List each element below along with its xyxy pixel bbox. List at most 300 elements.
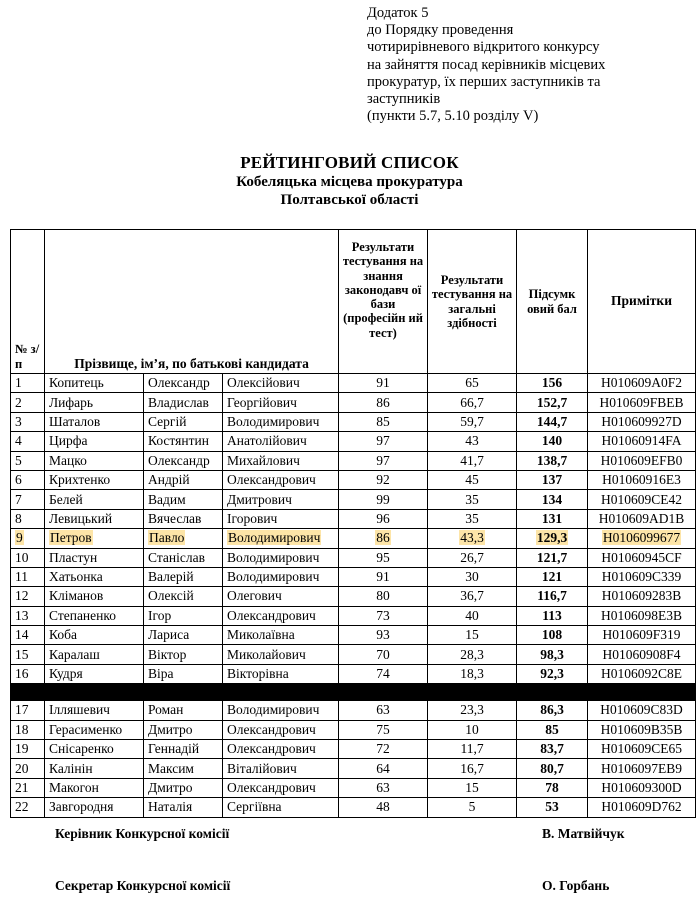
cell-total xyxy=(517,664,588,683)
cell-name xyxy=(144,740,223,759)
cell-total-text: 134 xyxy=(541,491,563,507)
table-row xyxy=(11,798,696,817)
cell-num xyxy=(11,645,45,664)
appendix-line: до Порядку проведення xyxy=(367,22,514,39)
cell-test-law-text: 99 xyxy=(376,491,390,507)
cell-patronymic xyxy=(223,548,339,567)
cell-num-text: 2 xyxy=(15,394,22,410)
cell-num xyxy=(11,393,45,412)
cell-test-general-text: 26,7 xyxy=(460,549,484,565)
cell-test-law-text: 91 xyxy=(376,375,390,391)
cell-patronymic xyxy=(223,490,339,509)
cell-patronymic xyxy=(223,529,339,548)
cell-test-law xyxy=(339,451,428,470)
cell-name-text: Роман xyxy=(148,702,184,718)
table-row xyxy=(11,606,696,625)
cell-surname xyxy=(45,393,144,412)
cell-total xyxy=(517,720,588,739)
cell-total xyxy=(517,645,588,664)
cell-patronymic-text: Сергіївна xyxy=(227,799,282,815)
cell-name-text: Дмитро xyxy=(148,780,193,795)
cell-test-general-text: 23,3 xyxy=(460,702,484,718)
cell-test-law xyxy=(339,626,428,645)
cell-name xyxy=(144,374,223,393)
cell-name-text: Вадим xyxy=(148,491,186,507)
cell-num xyxy=(11,451,45,470)
cell-num xyxy=(11,701,45,720)
cell-note xyxy=(588,606,696,625)
cell-patronymic xyxy=(223,664,339,683)
cell-surname-text: Пластун xyxy=(49,549,98,565)
cell-num-text: 20 xyxy=(15,760,29,776)
cell-note-text: H010609C339 xyxy=(601,569,682,585)
cell-total-text: 98,3 xyxy=(540,646,564,662)
cell-num xyxy=(11,432,45,451)
cell-test-law-text: 95 xyxy=(376,549,390,565)
cell-test-general xyxy=(428,470,517,489)
cell-note-text: H0106097EB9 xyxy=(601,760,683,776)
cell-test-general-text: 5 xyxy=(468,799,476,815)
cell-name-text: Станіслав xyxy=(148,549,205,565)
cell-test-general-text: 40 xyxy=(465,607,479,623)
table-row xyxy=(11,470,696,489)
cell-test-law-text: 92 xyxy=(376,472,390,488)
appendix-note xyxy=(367,5,697,125)
cell-test-law-text: 97 xyxy=(376,433,390,449)
table-row xyxy=(11,548,696,567)
cell-num-text: 7 xyxy=(15,491,22,507)
cell-num xyxy=(11,567,45,586)
cell-name-text: Сергій xyxy=(148,413,187,429)
cell-name xyxy=(144,626,223,645)
table-row xyxy=(11,645,696,664)
cell-patronymic-text: Олегович xyxy=(227,588,282,604)
cell-name xyxy=(144,664,223,683)
cell-total-text: 138,7 xyxy=(536,452,568,468)
cell-test-law xyxy=(339,393,428,412)
cell-test-law-text: 63 xyxy=(376,780,390,795)
cell-test-general xyxy=(428,759,517,778)
cell-total xyxy=(517,759,588,778)
cell-patronymic-text: Миколаївна xyxy=(227,627,295,643)
cell-patronymic-text: Михайлович xyxy=(227,452,300,468)
cell-name xyxy=(144,759,223,778)
cell-total-text: 121,7 xyxy=(536,549,568,565)
cell-patronymic xyxy=(223,412,339,431)
cell-test-law xyxy=(339,664,428,683)
cell-patronymic-text: Володимирович xyxy=(228,530,321,546)
appendix-line: Додаток 5 xyxy=(367,5,429,21)
table-row xyxy=(11,587,696,606)
cell-total-text: 156 xyxy=(541,375,563,391)
cell-patronymic xyxy=(223,470,339,489)
cell-num xyxy=(11,740,45,759)
separator-cell xyxy=(517,684,588,701)
appendix-line: (пункти 5.7, 5.10 розділу V) xyxy=(367,108,539,125)
cell-test-general-text: 30 xyxy=(465,569,479,585)
cell-note xyxy=(588,548,696,567)
cell-test-general-text: 35 xyxy=(465,510,479,526)
cell-total xyxy=(517,798,588,817)
cell-name-text: Максим xyxy=(148,760,194,776)
cell-name-text: Ігор xyxy=(148,607,172,623)
cell-test-general xyxy=(428,740,517,759)
cell-note xyxy=(588,470,696,489)
separator-cell xyxy=(588,684,696,701)
cell-total-text: 116,7 xyxy=(537,588,567,604)
separator-cell xyxy=(339,684,428,701)
cell-test-general xyxy=(428,393,517,412)
cell-patronymic xyxy=(223,374,339,393)
cell-num-text: 3 xyxy=(15,413,22,429)
cell-num-text: 14 xyxy=(15,627,29,643)
cell-note-text: H010609B35B xyxy=(600,721,683,737)
cell-test-law xyxy=(339,701,428,720)
cell-num xyxy=(11,490,45,509)
separator-cell xyxy=(11,684,45,701)
cell-test-general xyxy=(428,720,517,739)
cell-num-text: 9 xyxy=(16,530,23,546)
cell-num-text: 13 xyxy=(15,607,29,623)
cell-test-general-text: 10 xyxy=(465,721,479,737)
cell-surname xyxy=(45,490,144,509)
table-row xyxy=(11,412,696,431)
cell-total xyxy=(517,548,588,567)
cell-surname xyxy=(45,606,144,625)
cell-num-text: 10 xyxy=(15,549,29,565)
cell-test-law-text: 97 xyxy=(376,452,390,468)
cell-test-general-text: 15 xyxy=(465,780,479,795)
separator-cell xyxy=(223,684,339,701)
cell-test-general-text: 45 xyxy=(465,472,479,488)
cell-surname-text: Копитець xyxy=(49,375,104,391)
cell-test-law xyxy=(339,509,428,528)
cell-name xyxy=(144,587,223,606)
cell-name xyxy=(144,720,223,739)
cell-test-general xyxy=(428,509,517,528)
cell-num xyxy=(11,529,45,548)
table-row xyxy=(11,778,696,797)
appendix-line: на зайняття посад керівників місцевих xyxy=(367,56,606,73)
cell-surname xyxy=(45,798,144,817)
cell-name-text: Лариса xyxy=(148,627,190,643)
cell-note-text: H010609283B xyxy=(601,588,682,604)
cell-surname xyxy=(45,701,144,720)
cell-surname-text: Ілляшевич xyxy=(49,702,110,718)
header-test-law: Результати тестування на знання законодавч ої бази (професійн ий тест) xyxy=(339,230,428,374)
cell-name xyxy=(144,470,223,489)
cell-total xyxy=(517,432,588,451)
cell-note-text: H01060914FA xyxy=(601,433,682,449)
cell-name-text: Геннадій xyxy=(148,741,200,757)
cell-num-text: 6 xyxy=(15,472,22,488)
cell-note xyxy=(588,701,696,720)
table-row xyxy=(11,701,696,720)
cell-note-text: H010609A0F2 xyxy=(601,375,683,391)
table-row xyxy=(11,567,696,586)
cell-note-text: H010609EFB0 xyxy=(600,452,683,468)
cell-surname xyxy=(45,548,144,567)
cell-test-general-text: 43 xyxy=(465,433,479,449)
cell-name-text: Віктор xyxy=(148,646,187,662)
cell-test-general-text: 36,7 xyxy=(460,588,484,604)
cell-name xyxy=(144,701,223,720)
cell-surname xyxy=(45,720,144,739)
header-name: Прізвище, ім’я, по батькові кандидата xyxy=(45,230,339,374)
cell-name-text: Андрій xyxy=(148,472,190,488)
cell-test-law xyxy=(339,529,428,548)
cell-surname-text: Петров xyxy=(50,530,92,546)
cell-surname-text: Лифарь xyxy=(49,394,94,410)
cell-test-law-text: 73 xyxy=(376,607,390,623)
table-row xyxy=(11,529,696,548)
cell-num xyxy=(11,759,45,778)
cell-note-text: H010609F319 xyxy=(602,627,681,643)
cell-test-general-text: 28,3 xyxy=(460,646,484,662)
cell-patronymic-text: Володимирович xyxy=(227,702,320,718)
cell-note xyxy=(588,490,696,509)
cell-surname xyxy=(45,626,144,645)
cell-test-law xyxy=(339,432,428,451)
cell-name xyxy=(144,567,223,586)
cell-num-text: 8 xyxy=(15,510,22,526)
cell-test-general-text: 18,3 xyxy=(460,666,484,682)
cell-total xyxy=(517,626,588,645)
cell-surname xyxy=(45,432,144,451)
cell-test-law xyxy=(339,740,428,759)
cell-num xyxy=(11,778,45,797)
cell-patronymic xyxy=(223,606,339,625)
header-notes: Примітки xyxy=(588,230,696,374)
cell-test-law xyxy=(339,412,428,431)
cell-name-text: Дмитро xyxy=(148,721,193,737)
cell-total-text: 113 xyxy=(542,607,562,623)
cell-test-general xyxy=(428,432,517,451)
table-body xyxy=(11,374,696,818)
cell-note xyxy=(588,509,696,528)
cell-patronymic-text: Георгійович xyxy=(227,394,297,410)
cell-num xyxy=(11,720,45,739)
cell-total xyxy=(517,451,588,470)
cell-num xyxy=(11,587,45,606)
cell-name xyxy=(144,393,223,412)
table-row xyxy=(11,740,696,759)
head-name: В. Матвійчук xyxy=(542,826,625,841)
cell-test-general xyxy=(428,567,517,586)
cell-patronymic xyxy=(223,778,339,797)
cell-num-text: 17 xyxy=(15,702,29,718)
cell-total-text: 129,3 xyxy=(536,530,568,546)
cell-name xyxy=(144,451,223,470)
cell-test-general xyxy=(428,374,517,393)
cell-surname-text: Каралаш xyxy=(49,646,100,662)
cell-note-text: H010609927D xyxy=(601,413,682,429)
cell-total-text: 78 xyxy=(545,780,559,795)
cell-total-text: 108 xyxy=(541,627,563,643)
cell-total-text: 121 xyxy=(541,569,563,585)
cell-patronymic xyxy=(223,451,339,470)
title-main: РЕЙТИНГОВИЙ СПИСОК xyxy=(240,153,459,172)
appendix-line: чотирирівневого відкритого конкурсу xyxy=(367,39,600,56)
cell-test-law-text: 74 xyxy=(376,666,390,682)
cell-note-text: H0106098E3B xyxy=(601,607,683,623)
cell-name-text: Наталія xyxy=(148,799,193,815)
cell-num-text: 4 xyxy=(15,433,22,449)
cell-num xyxy=(11,548,45,567)
cell-surname-text: Хатьонка xyxy=(49,569,103,585)
cell-num xyxy=(11,470,45,489)
cell-surname-text: Снісаренко xyxy=(49,741,114,757)
cell-test-law-text: 80 xyxy=(376,588,390,604)
cell-test-general-text: 35 xyxy=(465,491,479,507)
cell-surname xyxy=(45,470,144,489)
cell-note-text: H010609300D xyxy=(601,780,682,795)
cell-name-text: Вячеслав xyxy=(148,510,202,526)
cell-total xyxy=(517,490,588,509)
cell-name xyxy=(144,798,223,817)
cell-patronymic xyxy=(223,393,339,412)
cell-total-text: 131 xyxy=(541,510,563,526)
cell-name-text: Костянтин xyxy=(148,433,209,449)
cell-test-law-text: 48 xyxy=(376,799,390,815)
cell-test-law-text: 96 xyxy=(376,510,390,526)
cell-num xyxy=(11,626,45,645)
cell-name xyxy=(144,645,223,664)
cell-patronymic xyxy=(223,587,339,606)
cell-test-general-text: 16,7 xyxy=(460,760,484,776)
cell-test-general xyxy=(428,626,517,645)
cell-surname xyxy=(45,567,144,586)
cell-surname xyxy=(45,778,144,797)
cell-patronymic-text: Олексійович xyxy=(227,375,300,391)
cell-note xyxy=(588,587,696,606)
cell-patronymic-text: Володимирович xyxy=(227,413,320,429)
cell-surname-text: Левицький xyxy=(49,510,113,526)
cell-test-general xyxy=(428,587,517,606)
cell-total-text: 80,7 xyxy=(540,760,564,776)
cell-num-text: 16 xyxy=(15,666,29,682)
secretary-name: О. Горбань xyxy=(542,878,610,893)
header-num: № з/п xyxy=(11,230,45,374)
cell-num-text: 22 xyxy=(15,799,29,815)
cell-total-text: 144,7 xyxy=(536,413,568,429)
cell-patronymic-text: Анатолійович xyxy=(227,433,307,449)
cell-patronymic-text: Миколайович xyxy=(227,646,306,662)
cell-patronymic xyxy=(223,509,339,528)
cell-surname xyxy=(45,374,144,393)
cell-note-text: H010609C83D xyxy=(600,702,683,718)
cell-test-general-text: 11,7 xyxy=(460,741,484,757)
cell-surname-text: Степаненко xyxy=(49,607,116,623)
cell-num xyxy=(11,664,45,683)
cell-num xyxy=(11,509,45,528)
cell-name xyxy=(144,412,223,431)
cell-test-law-text: 86 xyxy=(376,530,390,546)
cell-note xyxy=(588,567,696,586)
table-row xyxy=(11,509,696,528)
cell-name xyxy=(144,548,223,567)
title-office: Кобеляцька місцева прокуратура xyxy=(236,174,463,190)
cell-test-law-text: 93 xyxy=(376,627,390,643)
cell-total-text: 152,7 xyxy=(536,394,568,410)
cell-patronymic-text: Олександрович xyxy=(227,472,316,488)
cell-note xyxy=(588,740,696,759)
title-region: Полтавської області xyxy=(280,192,419,208)
cell-num xyxy=(11,606,45,625)
cell-patronymic-text: Вікторівна xyxy=(227,666,289,682)
cell-surname-text: Кудря xyxy=(49,666,83,682)
cell-total xyxy=(517,412,588,431)
cell-total-text: 137 xyxy=(541,472,563,488)
cell-test-general-text: 41,7 xyxy=(460,452,484,468)
cell-patronymic xyxy=(223,759,339,778)
cell-test-general xyxy=(428,664,517,683)
cell-patronymic-text: Володимирович xyxy=(227,569,320,585)
cell-test-general-text: 15 xyxy=(465,627,479,643)
cell-name-text: Павло xyxy=(149,530,185,546)
cell-note-text: H0106092C8E xyxy=(601,666,683,682)
cell-note-text: H010609AD1B xyxy=(598,510,685,526)
header-total: Підсумк овий бал xyxy=(517,230,588,374)
table-row xyxy=(11,664,696,683)
cell-note xyxy=(588,374,696,393)
appendix-line: заступників xyxy=(367,91,441,108)
cell-total xyxy=(517,567,588,586)
cell-test-law xyxy=(339,470,428,489)
cell-surname-text: Кліманов xyxy=(49,588,104,604)
cell-test-law xyxy=(339,778,428,797)
cell-total-text: 92,3 xyxy=(540,666,564,682)
cell-surname xyxy=(45,740,144,759)
cell-num-text: 21 xyxy=(15,780,29,795)
cell-num-text: 19 xyxy=(15,741,29,757)
cell-test-general-text: 43,3 xyxy=(460,530,484,546)
cell-num xyxy=(11,412,45,431)
rating-table xyxy=(10,229,696,818)
cell-name-text: Олексій xyxy=(148,588,194,604)
header-test-general: Результати тестування на загальні здібності xyxy=(428,230,517,374)
cell-note xyxy=(588,412,696,431)
cell-name-text: Олександр xyxy=(148,452,210,468)
appendix-line: прокуратур, їх перших заступників та xyxy=(367,73,601,90)
cell-total-text: 83,7 xyxy=(540,741,564,757)
cell-total xyxy=(517,701,588,720)
cell-name xyxy=(144,509,223,528)
cell-test-law-text: 85 xyxy=(376,413,390,429)
table-row xyxy=(11,759,696,778)
cell-surname xyxy=(45,451,144,470)
cell-name-text: Валерій xyxy=(148,569,194,585)
cell-surname xyxy=(45,645,144,664)
cell-surname-text: Мацко xyxy=(49,452,87,468)
cell-note-text: H01060945CF xyxy=(601,549,682,565)
cell-name xyxy=(144,778,223,797)
cell-note xyxy=(588,393,696,412)
cell-note-text: H01060908F4 xyxy=(602,646,681,662)
cell-num xyxy=(11,798,45,817)
table-row xyxy=(11,393,696,412)
cell-name-text: Олександр xyxy=(148,375,210,391)
cell-patronymic xyxy=(223,701,339,720)
cell-name xyxy=(144,529,223,548)
cell-surname xyxy=(45,587,144,606)
cell-test-general xyxy=(428,451,517,470)
cell-surname-text: Коба xyxy=(49,627,77,643)
cell-patronymic-text: Дмитрович xyxy=(227,491,292,507)
cell-name-text: Віра xyxy=(148,666,174,682)
redacted-separator-row xyxy=(11,684,696,701)
cell-patronymic xyxy=(223,645,339,664)
